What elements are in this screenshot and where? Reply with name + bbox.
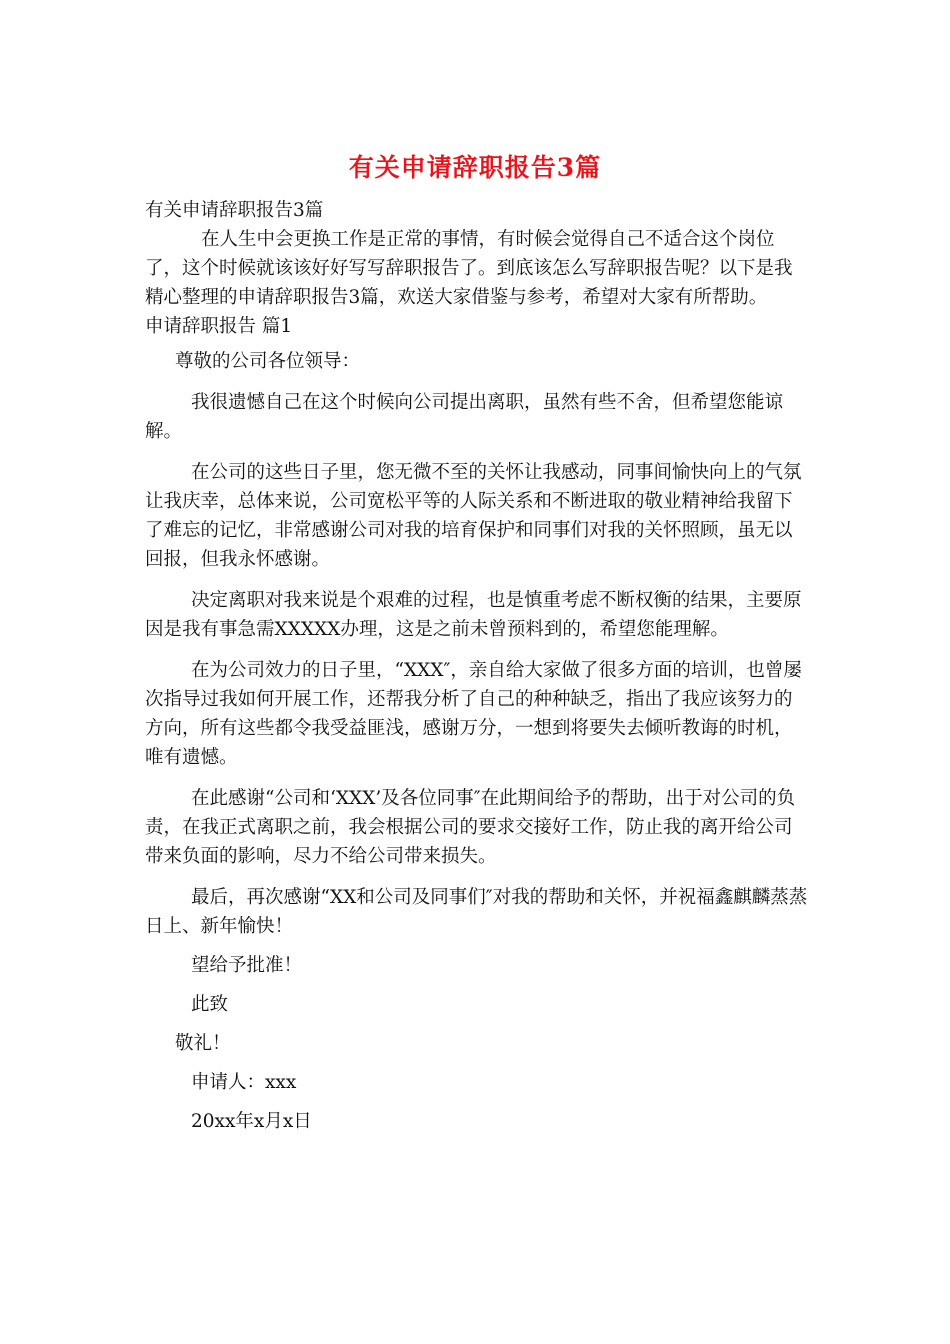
- document-title: 有关申请辞职报告3篇: [348, 153, 602, 182]
- signature-date: 20xx年x月x日: [191, 1111, 312, 1132]
- intro-paragraph: 在人生中会更换工作是正常的事情，有时候会觉得自己不适合这个岗位了，这个时候就该该好好写写辞职报告了。到底该怎么写辞职报告呢？以下是我精心整理的申请辞职报告3篇，欢送大家借鉴与参考，希望对大家有所帮助。: [145, 229, 793, 308]
- salutation: 尊敬的公司各位领导：: [175, 351, 361, 372]
- applicant-signature: 申请人：xxx: [191, 1072, 297, 1093]
- closing-request: 望给予批准！: [191, 955, 303, 976]
- body-paragraph: 在公司的这些日子里，您无微不至的关怀让我感动，同事间愉快向上的气氛让我庆幸，总体来说，公司宽松平等的人际关系和不断进取的敬业精神给我留下了难忘的记忆，非常感谢公司对我的培育保护和同事们对我的关怀照顾，虽无以回报，但我永怀感谢。: [145, 462, 802, 570]
- body-paragraph: 决定离职对我来说是个艰难的过程，也是慎重考虑不断权衡的结果，主要原因是我有事急需XXXXX办理，这是之前未曾预料到的，希望您能理解。: [145, 590, 802, 640]
- body-paragraph: 在此感谢“公司和‘XXX’及各位同事″在此期间给予的帮助，出于对公司的负责，在我正式离职之前，我会根据公司的要求交接好工作，防止我的离开给公司带来负面的影响，尽力不给公司带来损失。: [145, 788, 796, 867]
- body-paragraph: 在为公司效力的日子里，“XXX″，亲自给大家做了很多方面的培训，也曾屡次指导过我如何开展工作，还帮我分析了自己的种种缺乏，指出了我应该努力的方向，所有这些都令我受益匪浅，感谢万分，一想到将要失去倾听教诲的时机，唯有遗憾。: [145, 660, 802, 768]
- body-paragraph: 我很遗憾自己在这个时候向公司提出离职，虽然有些不舍，但希望您能谅解。: [145, 392, 784, 442]
- document-body: [145, 196, 810, 1136]
- body-paragraph: 最后，再次感谢“XX和公司及同事们″对我的帮助和关怀，并祝福鑫麒麟蒸蒸日上、新年愉快！: [145, 887, 808, 937]
- closing-regards: 此致: [191, 994, 229, 1015]
- section-heading: 申请辞职报告 篇1: [145, 316, 293, 337]
- document-subtitle: 有关申请辞职报告3篇: [145, 200, 324, 221]
- closing-salute: 敬礼！: [175, 1033, 231, 1054]
